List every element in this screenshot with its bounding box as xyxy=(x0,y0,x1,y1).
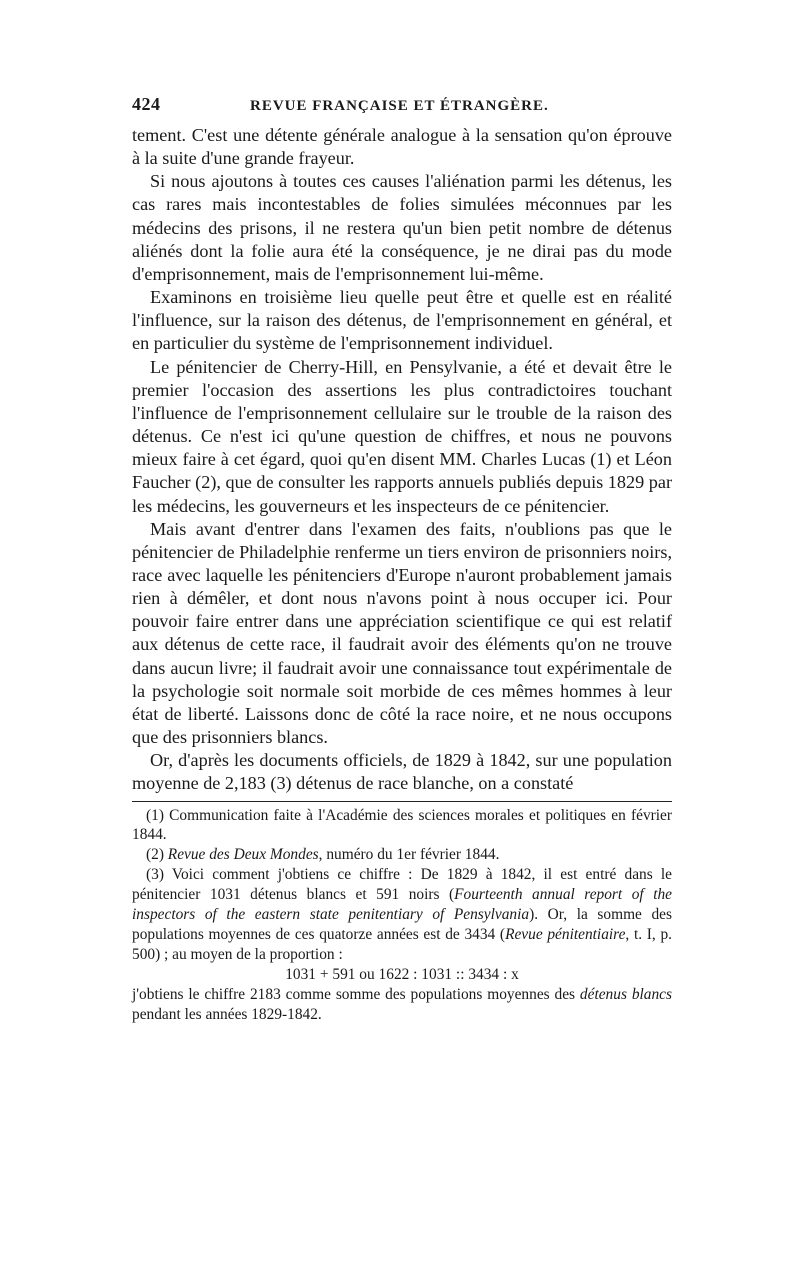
footnote-3-formula: 1031 + 591 ou 1622 : 1031 :: 3434 : x xyxy=(285,965,519,983)
page-header xyxy=(132,94,672,124)
main-text xyxy=(132,124,672,796)
footnote-rule xyxy=(132,801,672,802)
footnote-3-conclusion: j'obtiens le chiffre 2183 comme somme des populations moyennes des détenus blancs pendant les années 1829-1842. xyxy=(132,985,672,1023)
running-title: REVUE FRANÇAISE ET ÉTRANGÈRE. xyxy=(250,98,549,114)
footnote-2: (2) Revue des Deux Mondes, numéro du 1er février 1844. xyxy=(146,846,500,864)
paragraph-2: Si nous ajoutons à toutes ces causes l'aliénation parmi les détenus, les cas rares mais incontestables de folies simulées méconnues par les médecins des prisons, il ne restera qu'un bien petit nombre de détenus aliénés dont la folie aura été la conséquence, je ne dirai pas du mode d'emprisonnement, mais de l'emprisonnement lui-même. xyxy=(132,171,672,284)
book-page xyxy=(132,94,672,1025)
footnote-3-revue: Revue pénitentiaire xyxy=(505,925,626,943)
paragraph-3: Examinons en troisième lieu quelle peut être et quelle est en réalité l'influence, sur la raison des détenus, de l'emprisonnement en général, et en particulier du système de l'emprisonnement individuel. xyxy=(132,287,672,354)
footnotes xyxy=(132,806,672,1025)
footnote-3-report: Fourteenth annual report of the inspectors of the eastern state penitentiary of Pensylvania xyxy=(132,886,672,924)
footnote-3: (3) Voici comment j'obtiens ce chiffre : De 1829 à 1842, il est entré dans le pénitencier 1031 détenus blancs et 591 noirs (Fourteenth annual report of the inspectors of the eastern state penitentiary of Pensylvania). Or, la somme des populations moyennes de ces quatorze années est de 3434 (Revue pénitentiaire, t. I, p. 500) ; au moyen de la proportion : xyxy=(132,866,672,963)
footnote-2-title: Revue des Deux Mondes xyxy=(167,846,319,864)
page-number: 424 xyxy=(132,94,161,114)
footnote-3-detenus: détenus blancs xyxy=(579,985,672,1003)
paragraph-1: tement. C'est une détente générale analogue à la sensation qu'on éprouve à la suite d'une grande frayeur. xyxy=(132,125,672,169)
footnote-1: (1) Communication faite à l'Académie des sciences morales et politiques en février 1844. xyxy=(132,806,672,844)
paragraph-6: Or, d'après les documents officiels, de 1829 à 1842, sur une population moyenne de 2,183 (3) détenus de race blanche, on a constaté xyxy=(132,750,672,794)
paragraph-5: Mais avant d'entrer dans l'examen des faits, n'oublions pas que le pénitencier de Philadelphie renferme un tiers environ de prisonniers noirs, race avec laquelle les pénitenciers d'Europe n'auront probablement jamais rien à démêler, et dont nous n'avons point à nous occuper ici. Pour pouvoir faire entrer dans une appréciation scientifique ce qui est relatif aux détenus de cette race, il faudrait avoir des éléments qu'on ne trouve dans aucun livre; il faudrait avoir une connaissance tout expérimentale de la psychologie soit normale soit morbide de ces mêmes hommes à leur état de liberté. Laissons donc de côté la race noire, et ne nous occupons que des prisonniers blancs. xyxy=(132,518,672,748)
paragraph-4: Le pénitencier de Cherry-Hill, en Pensylvanie, a été et devait être le premier l'occasion des assertions les plus contradictoires touchant l'influence de l'emprisonnement cellulaire sur le trouble de la raison des détenus. Ce n'est ici qu'une question de chiffres, et nous ne pouvons mieux faire à cet égard, quoi qu'en disent MM. Charles Lucas (1) et Léon Faucher (2), que de consulter les rapports annuels publiés depuis 1829 par les médecins, les gouverneurs et les inspecteurs de ce pénitencier. xyxy=(132,356,672,516)
